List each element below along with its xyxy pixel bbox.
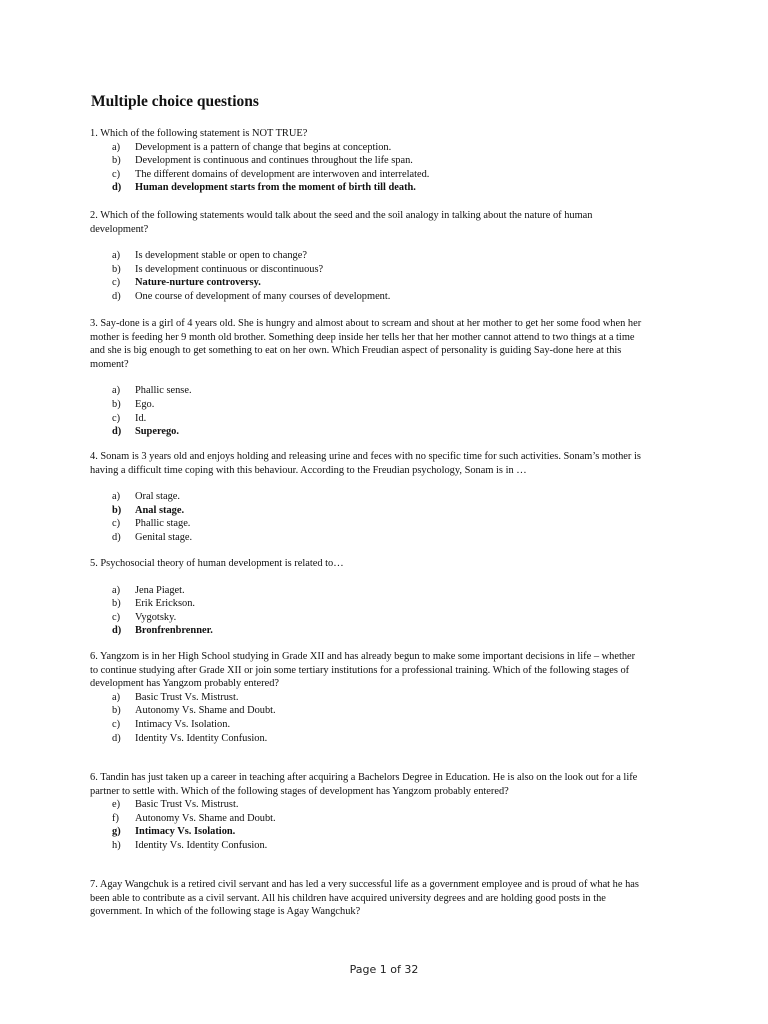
question-4 bbox=[90, 450, 642, 545]
option-text: Is development stable or open to change? bbox=[135, 250, 307, 262]
question-stem: 2. Which of the following statements would talk about the seed and the soil analogy in talking about the nature of human development? bbox=[90, 210, 593, 235]
option-letter: b) bbox=[112, 263, 121, 275]
option-letter: a) bbox=[112, 491, 121, 503]
option-item bbox=[90, 249, 642, 263]
question-stem: 6. Tandin has just taken up a career in teaching after acquiring a Bachelors Degree in Education. He is also on the look out for a life partner to settle with. Which of the following stages of development has Yangzom probably entered? bbox=[90, 772, 638, 797]
question-stem: 6. Yangzom is in her High School studying in Grade XII and has already begun to make some important decisions in life – whether to continue studying after Grade XII or join some tertiary institutions for a professional training. Which of the following stages of development has Yangzom probably entered? bbox=[90, 651, 636, 690]
option-letter: a) bbox=[112, 584, 121, 596]
option-letter: c) bbox=[112, 611, 121, 623]
question-2 bbox=[90, 209, 642, 304]
option-letter: a) bbox=[112, 385, 121, 397]
option-list bbox=[90, 691, 642, 745]
option-text: Autonomy Vs. Shame and Doubt. bbox=[135, 705, 276, 717]
option-item-correct bbox=[90, 181, 642, 195]
option-letter: b) bbox=[112, 155, 121, 167]
option-text: Vygotsky. bbox=[135, 611, 177, 623]
option-text: Intimacy Vs. Isolation. bbox=[135, 718, 231, 730]
option-text: Id. bbox=[135, 412, 147, 424]
option-text: Intimacy Vs. Isolation. bbox=[135, 826, 236, 838]
option-letter: h) bbox=[112, 839, 121, 851]
page-number: Page 1 of 32 bbox=[349, 963, 419, 976]
option-letter: c) bbox=[112, 518, 121, 530]
option-item bbox=[90, 812, 642, 826]
option-item bbox=[90, 398, 642, 412]
question-stem: 7. Agay Wangchuk is a retired civil servant and has led a very successful life as a government employee and is proud of what he has been able to contribute as a civil servant. All his children have acquired university degrees and are holding good posts in the government. In which of the following stage is Agay Wangchuk? bbox=[90, 879, 639, 918]
option-item bbox=[90, 597, 642, 611]
option-item bbox=[90, 384, 642, 398]
option-item bbox=[90, 290, 642, 304]
option-letter: c) bbox=[112, 277, 121, 289]
option-letter: b) bbox=[112, 398, 121, 410]
option-letter: e) bbox=[112, 799, 121, 811]
option-item bbox=[90, 141, 642, 155]
option-item bbox=[90, 839, 642, 853]
question-stem: 3. Say-done is a girl of 4 years old. She is hungry and almost about to scream and shout at her mother to get her some food when her mother is feeding her 9 month old brother. Something deep inside her tells her that her mother cannot attend to two things at a time and she is big enough to get something to eat on her own. Which Freudian aspect of personality is guiding Say-done here at this moment? bbox=[90, 318, 642, 370]
option-letter: f) bbox=[112, 812, 119, 824]
option-item bbox=[90, 704, 642, 718]
option-text: Development is continuous and continues throughout the life span. bbox=[135, 155, 413, 167]
option-letter: c) bbox=[112, 168, 121, 180]
option-text: Nature-nurture controversy. bbox=[135, 277, 261, 289]
option-text: Anal stage. bbox=[135, 504, 185, 516]
option-list bbox=[90, 141, 642, 195]
option-list bbox=[90, 490, 642, 544]
option-text: Genital stage. bbox=[135, 531, 193, 543]
option-letter: a) bbox=[112, 691, 121, 703]
option-text: Phallic sense. bbox=[135, 385, 192, 397]
option-item bbox=[90, 154, 642, 168]
question-6 bbox=[90, 650, 642, 745]
option-list bbox=[90, 384, 642, 438]
option-list bbox=[90, 798, 642, 852]
option-letter: d) bbox=[112, 182, 122, 194]
option-text: Identity Vs. Identity Confusion. bbox=[135, 839, 268, 851]
option-letter: a) bbox=[112, 141, 121, 153]
option-item-correct bbox=[90, 276, 642, 290]
option-item bbox=[90, 168, 642, 182]
option-text: Oral stage. bbox=[135, 491, 181, 503]
option-letter: d) bbox=[112, 732, 121, 744]
page-title: Multiple choice questions bbox=[91, 93, 259, 110]
option-letter: g) bbox=[112, 826, 121, 838]
option-item bbox=[90, 584, 642, 598]
option-text: Is development continuous or discontinuous? bbox=[135, 263, 324, 275]
option-item bbox=[90, 732, 642, 746]
option-item-correct bbox=[90, 624, 642, 638]
option-text: Human development starts from the moment of birth till death. bbox=[135, 182, 416, 194]
option-text: Superego. bbox=[135, 426, 179, 438]
question-stem: 5. Psychosocial theory of human development is related to… bbox=[90, 558, 344, 569]
option-item bbox=[90, 531, 642, 545]
question-stem: 1. Which of the following statement is NOT TRUE? bbox=[90, 128, 308, 139]
option-text: Phallic stage. bbox=[135, 518, 191, 530]
option-item bbox=[90, 798, 642, 812]
question-7 bbox=[90, 878, 642, 919]
option-text: Identity Vs. Identity Confusion. bbox=[135, 732, 268, 744]
option-text: Development is a pattern of change that begins at conception. bbox=[135, 141, 392, 153]
option-list bbox=[90, 584, 642, 638]
option-item bbox=[90, 490, 642, 504]
option-text: Bronfrenbrenner. bbox=[135, 625, 213, 637]
option-item bbox=[90, 263, 642, 277]
option-item-correct bbox=[90, 825, 642, 839]
option-text: One course of development of many courses of development. bbox=[135, 290, 391, 302]
option-text: Ego. bbox=[135, 398, 155, 410]
option-letter: c) bbox=[112, 718, 121, 730]
option-text: Basic Trust Vs. Mistrust. bbox=[135, 799, 239, 811]
option-letter: b) bbox=[112, 598, 121, 610]
option-letter: b) bbox=[112, 705, 121, 717]
option-text: Jena Piaget. bbox=[135, 584, 185, 596]
option-text: Basic Trust Vs. Mistrust. bbox=[135, 691, 239, 703]
option-item bbox=[90, 691, 642, 705]
option-text: The different domains of development are interwoven and interrelated. bbox=[135, 168, 430, 180]
option-list bbox=[90, 249, 642, 303]
question-5 bbox=[90, 557, 642, 638]
option-letter: d) bbox=[112, 625, 122, 637]
option-item bbox=[90, 412, 642, 426]
option-item bbox=[90, 611, 642, 625]
option-text: Erik Erickson. bbox=[135, 598, 196, 610]
option-item bbox=[90, 718, 642, 732]
option-letter: d) bbox=[112, 290, 121, 302]
option-letter: c) bbox=[112, 412, 121, 424]
option-letter: a) bbox=[112, 250, 121, 262]
question-stem: 4. Sonam is 3 years old and enjoys holding and releasing urine and feces with no specific time for such activities. Sonam’s mother is having a difficult time coping with this behaviour. According to the Freudian psychology, Sonam is in … bbox=[90, 451, 641, 476]
question-3 bbox=[90, 317, 642, 439]
question-6b bbox=[90, 771, 642, 853]
option-item-correct bbox=[90, 425, 642, 439]
option-letter: d) bbox=[112, 426, 122, 438]
question-1 bbox=[90, 127, 642, 195]
option-letter: d) bbox=[112, 531, 121, 543]
option-item-correct bbox=[90, 504, 642, 518]
option-letter: b) bbox=[112, 504, 122, 516]
option-text: Autonomy Vs. Shame and Doubt. bbox=[135, 812, 276, 824]
option-item bbox=[90, 517, 642, 531]
